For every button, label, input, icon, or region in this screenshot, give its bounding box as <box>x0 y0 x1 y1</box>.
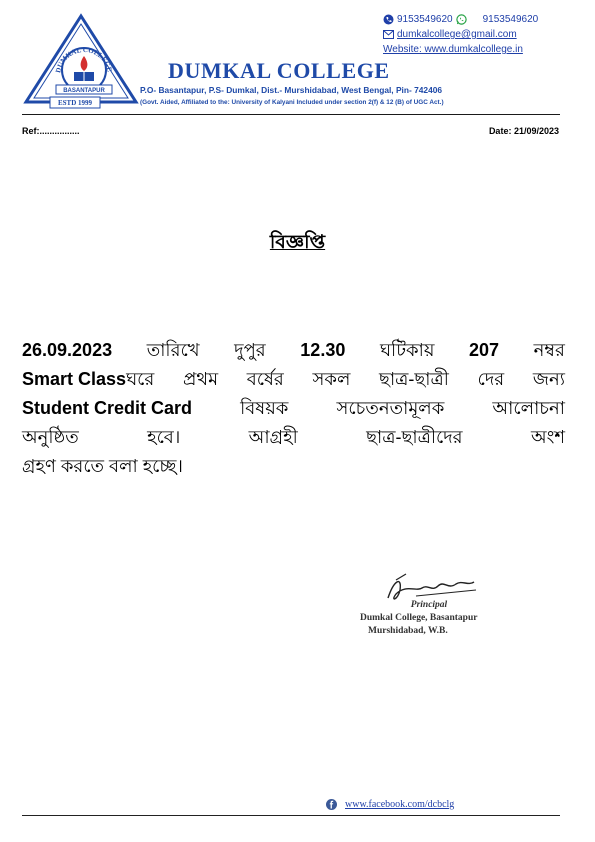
notice-line <box>22 423 565 452</box>
notice-word: Student Credit Card <box>22 398 193 418</box>
college-address: P.O- Basantapur, P.S- Dumkal, Dist.- Murshidabad, West Bengal, Pin- 742406 <box>140 85 443 95</box>
notice-word: অনুষ্ঠিত <box>22 427 79 447</box>
logo-ring-text: DUMKAL COLLEGE <box>54 45 114 74</box>
notice-word: অংশ <box>530 427 565 447</box>
signatory-location: Murshidabad, W.B. <box>368 626 448 636</box>
website-row <box>383 42 538 57</box>
notice-word: বিষয়ক <box>240 398 289 418</box>
signatory-title: Principal <box>410 600 448 610</box>
notice-line <box>22 336 565 365</box>
contact-block <box>383 12 538 57</box>
email-link[interactable]: dumkalcollege@gmail.com <box>397 29 517 40</box>
whatsapp-number[interactable]: 9153549620 <box>482 14 539 25</box>
notice-word: Smart Class <box>22 369 127 389</box>
logo-emblem <box>22 12 140 112</box>
notice-line <box>22 394 565 423</box>
notice-line <box>22 365 565 394</box>
notice-word: ছাত্র-ছাত্রী <box>379 369 449 389</box>
notice-word: দুপুর <box>234 340 266 360</box>
notice-body <box>22 336 565 481</box>
footer-divider <box>22 815 560 816</box>
notice-word: 12.30 <box>300 340 346 360</box>
college-logo <box>22 12 140 112</box>
notice-word: সকল <box>312 369 351 389</box>
college-name: DUMKAL COLLEGE <box>168 58 390 83</box>
email-row <box>383 27 538 42</box>
facebook-link[interactable]: www.facebook.com/dcbclg <box>345 799 455 810</box>
notice-word: দের <box>477 369 505 389</box>
notice-word: ঘটিকায় <box>379 340 435 360</box>
phone-icon <box>383 14 394 25</box>
website-link[interactable]: Website: www.dumkalcollege.in <box>383 44 523 55</box>
reference-number: Ref:................ <box>22 126 80 136</box>
notice-word: হবে। <box>147 427 181 447</box>
header-divider <box>22 114 560 115</box>
logo-banner: BASANTAPUR <box>63 88 105 94</box>
notice-word: সচেতনতামূলক <box>336 398 445 418</box>
notice-word: প্রথম <box>182 369 219 389</box>
notice-word: বর্ষের <box>246 369 284 389</box>
logo-estd: ESTD 1999 <box>57 99 93 107</box>
college-affiliation: (Govt. Aided, Affiliated to the: University of Kalyani Included under section 2(f) & 12 (B) of UGC Act.) <box>140 99 444 106</box>
notice-word: আগ্রহী <box>248 427 298 447</box>
notice-word: 207 <box>469 340 500 360</box>
facebook-icon <box>326 799 337 810</box>
notice-word: গ্রহণ করতে বলা হচ্ছে। <box>22 456 183 476</box>
notice-word: নম্বর <box>533 340 565 360</box>
notice-word: আলোচনা <box>492 398 565 418</box>
email-icon <box>383 29 394 40</box>
notice-word: তারিখে <box>146 340 200 360</box>
signatory-college: Dumkal College, Basantapur <box>360 613 478 623</box>
notice-word: 26.09.2023 <box>22 340 113 360</box>
notice-word: ঘরে <box>126 369 155 389</box>
notice-date: Date: 21/09/2023 <box>488 126 559 136</box>
signature-block <box>354 570 504 642</box>
whatsapp-icon <box>456 14 467 25</box>
notice-word: জন্য <box>532 369 565 389</box>
phone-row <box>383 12 538 27</box>
notice-line <box>22 452 565 481</box>
notice-heading: বিজ্ঞপ্তি <box>269 232 326 253</box>
facebook-footer <box>326 799 454 810</box>
notice-word: ছাত্র-ছাত্রীদের <box>366 427 463 447</box>
phone-number[interactable]: 9153549620 <box>397 14 453 25</box>
